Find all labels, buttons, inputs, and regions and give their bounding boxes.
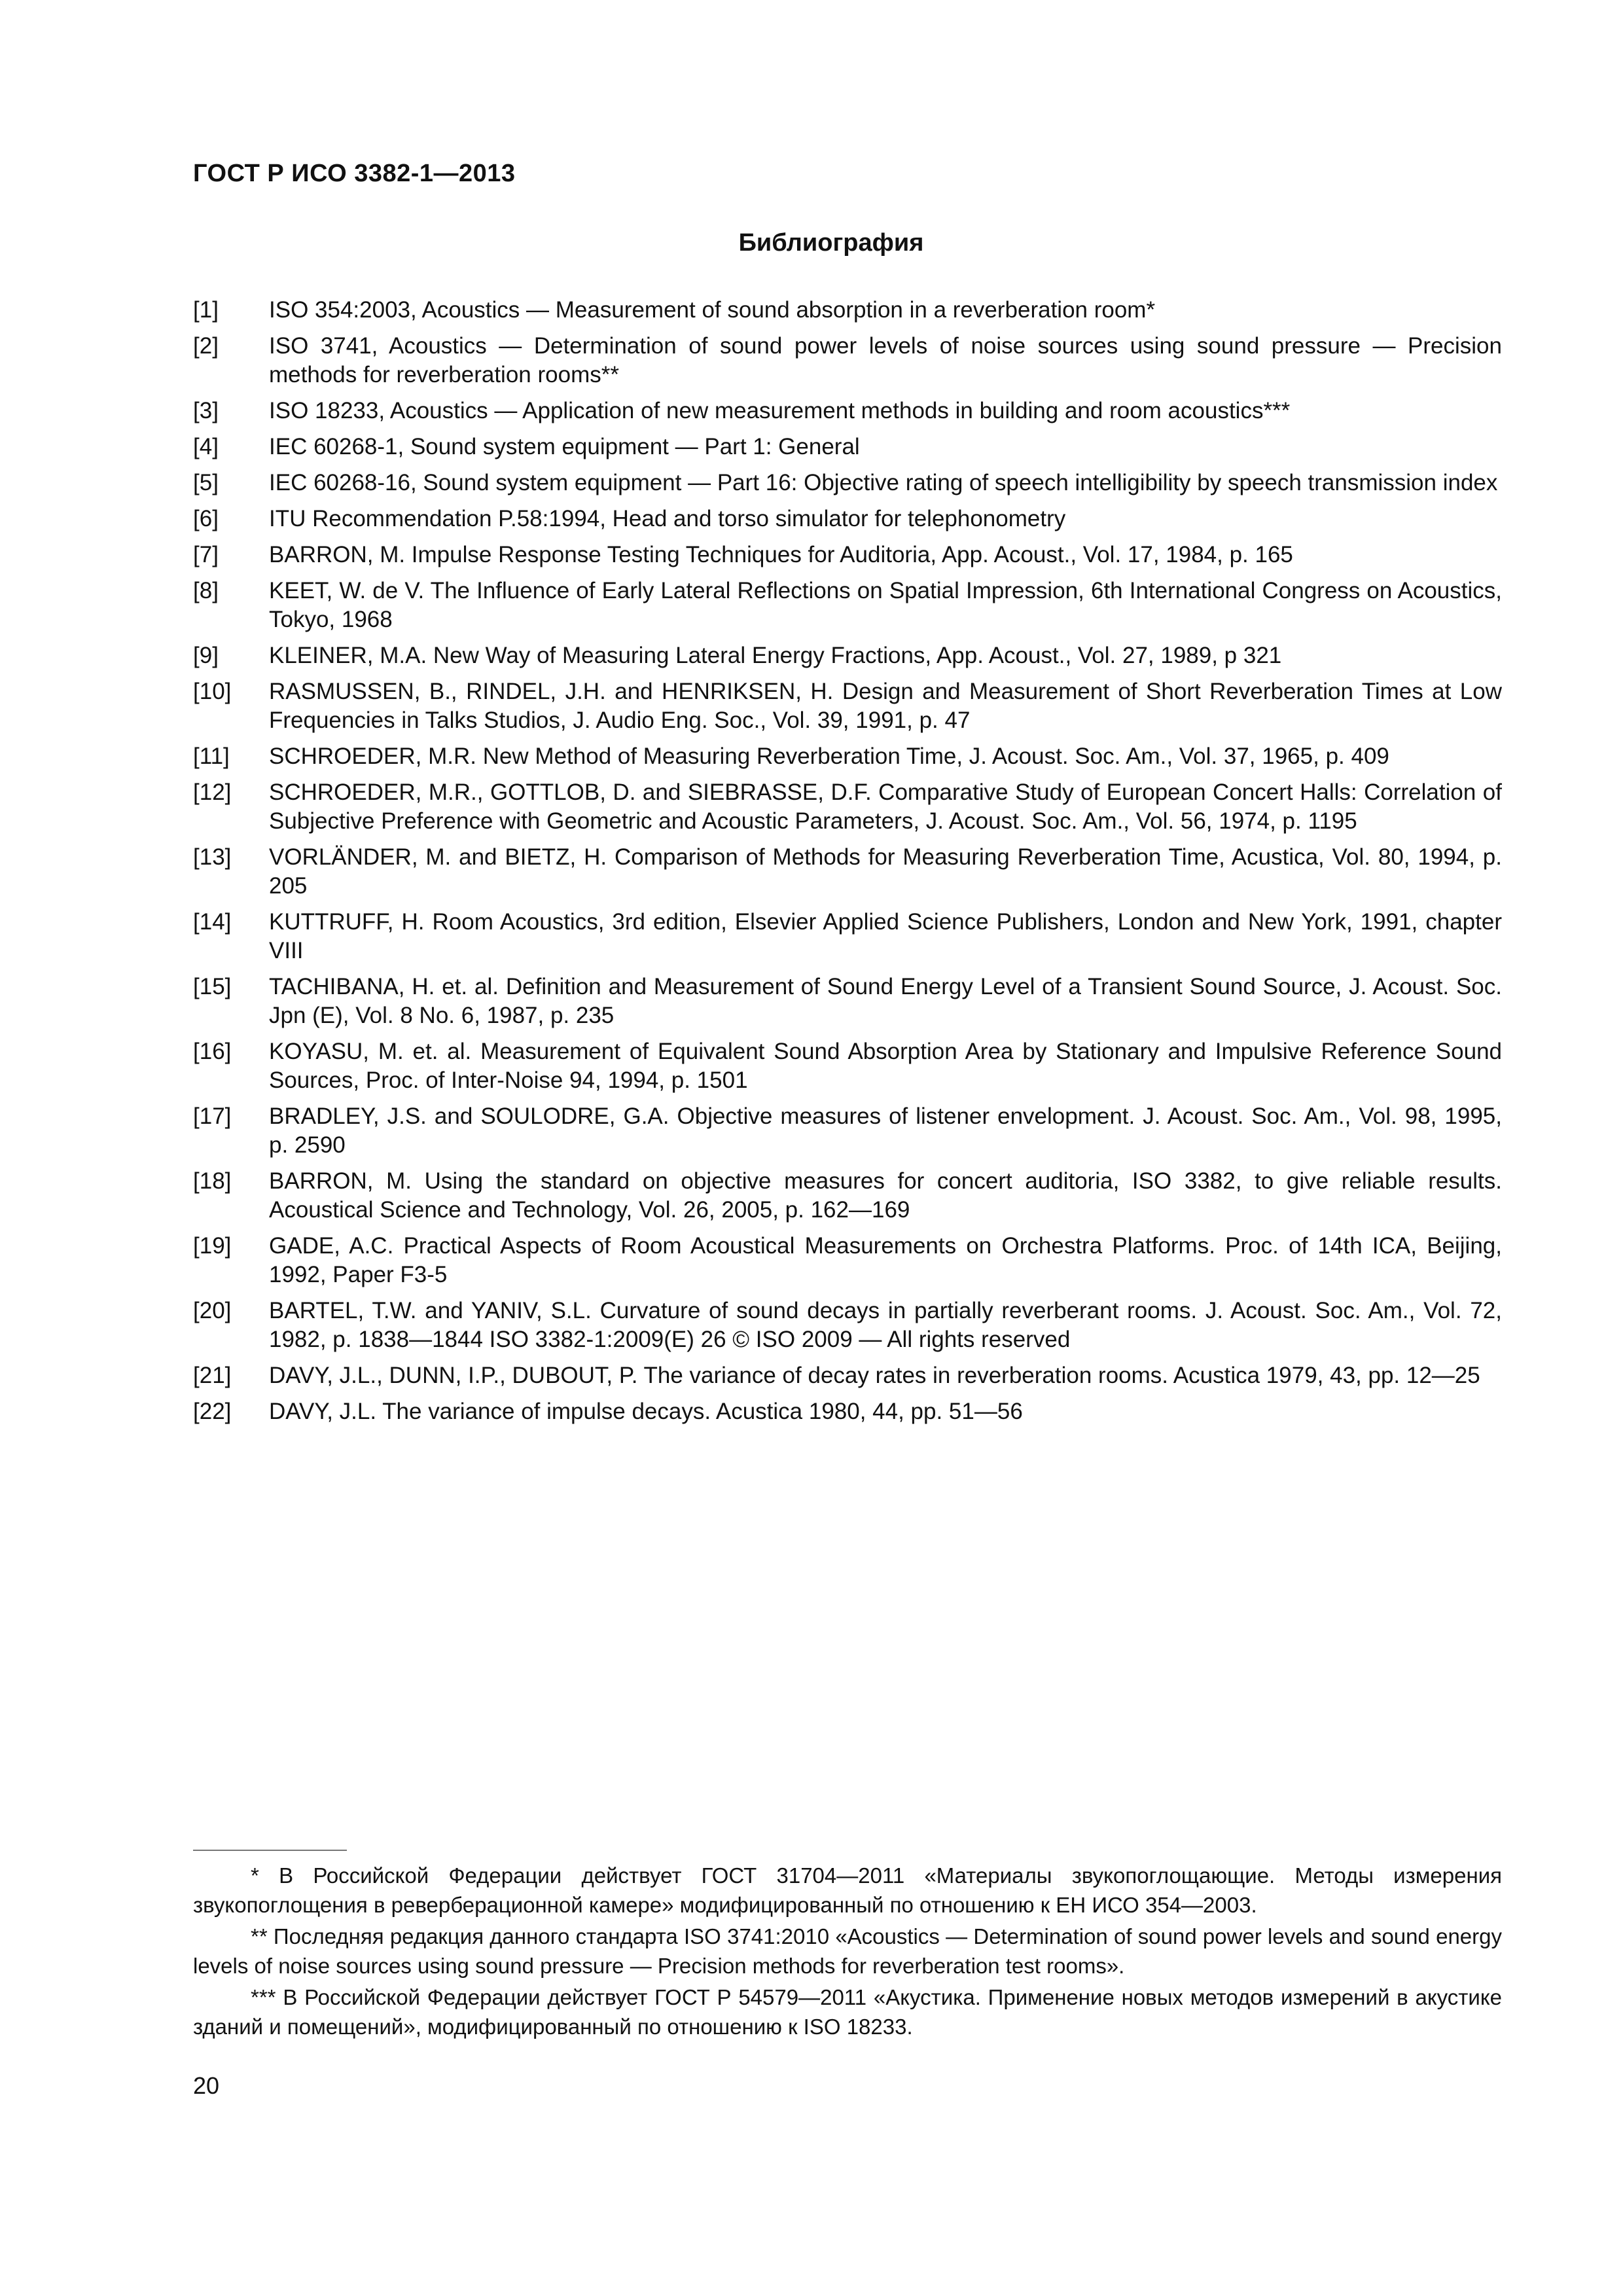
reference-text: ISO 18233, Acoustics — Application of new measurement methods in building and room acoustics*** xyxy=(269,398,1291,423)
reference-number: [13] xyxy=(193,844,232,870)
reference-text: GADE, A.C. Practical Aspects of Room Acoustical Measurements on Orchestra Platforms. Proc. of 14th ICA, Beijing, 1992, Paper F3-5 xyxy=(269,1233,1502,1287)
reference-number: [15] xyxy=(193,974,232,999)
reference-text: IEC 60268-1, Sound system equipment — Part 1: General xyxy=(269,434,860,459)
reference-text: TACHIBANA, H. et. al. Definition and Measurement of Sound Energy Level of a Transient Sound Source, J. Acoust. Soc. Jpn (E), Vol. 8 No. 6, 1987, p. 235 xyxy=(269,974,1502,1028)
reference-text: IEC 60268-16, Sound system equipment — Part 16: Objective rating of speech intelligibility by speech transmission index xyxy=(269,470,1498,495)
reference-text: RASMUSSEN, B., RINDEL, J.H. and HENRIKSEN, H. Design and Measurement of Short Reverberation Times at Low Frequencies in Talks Studios, J. Audio Eng. Soc., Vol. 39, 1991, p. 47 xyxy=(269,679,1502,733)
bibliography-item xyxy=(193,843,1502,901)
reference-text: DAVY, J.L., DUNN, I.P., DUBOUT, P. The variance of decay rates in reverberation rooms. Acustica 1979, 43, pp. 12—25 xyxy=(269,1363,1480,1388)
reference-text: BARRON, M. Impulse Response Testing Techniques for Auditoria, App. Acoust., Vol. 17, 1984, p. 165 xyxy=(269,542,1293,567)
reference-text: KEET, W. de V. The Influence of Early Lateral Reflections on Spatial Impression, 6th International Congress on Acoustics, Tokyo, 1968 xyxy=(269,578,1502,632)
reference-number: [5] xyxy=(193,470,219,495)
reference-text: KLEINER, M.A. New Way of Measuring Lateral Energy Fractions, App. Acoust., Vol. 27, 1989, p 321 xyxy=(269,643,1282,668)
reference-number: [20] xyxy=(193,1298,232,1323)
bibliography-item xyxy=(193,397,1502,425)
bibliography-item xyxy=(193,332,1502,389)
reference-text: SCHROEDER, M.R., GOTTLOB, D. and SIEBRASSE, D.F. Comparative Study of European Concert Halls: Correlation of Subjective Preference with Geometric and Acoustic Parameters, J. Acoust. Soc. Am., Vol. 56, 1974, p. 1195 xyxy=(269,780,1502,834)
bibliography-item xyxy=(193,505,1502,533)
footnotes xyxy=(193,1861,1502,2043)
bibliography-item xyxy=(193,1102,1502,1160)
bibliography-item xyxy=(193,1397,1502,1426)
bibliography-item xyxy=(193,1167,1502,1225)
footnote-divider xyxy=(193,1850,347,1851)
reference-number: [3] xyxy=(193,398,219,423)
reference-text: BARRON, M. Using the standard on objective measures for concert auditoria, ISO 3382, to give reliable results. Acoustical Science and Technology, Vol. 26, 2005, p. 162—169 xyxy=(269,1168,1502,1223)
bibliography-item xyxy=(193,778,1502,836)
bibliography-item xyxy=(193,433,1502,461)
bibliography-item xyxy=(193,677,1502,735)
reference-text: DAVY, J.L. The variance of impulse decays. Acustica 1980, 44, pp. 51—56 xyxy=(269,1399,1023,1424)
page-number: 20 xyxy=(193,2072,220,2099)
reference-number: [1] xyxy=(193,297,219,323)
reference-number: [6] xyxy=(193,506,219,531)
reference-text: ITU Recommendation P.58:1994, Head and torso simulator for telephonometry xyxy=(269,506,1066,531)
bibliography-item xyxy=(193,1361,1502,1390)
bibliography-item xyxy=(193,973,1502,1030)
bibliography-item xyxy=(193,296,1502,325)
bibliography-item xyxy=(193,641,1502,670)
reference-number: [18] xyxy=(193,1168,232,1194)
reference-number: [21] xyxy=(193,1363,232,1388)
reference-text: ISO 354:2003, Acoustics — Measurement of sound absorption in a reverberation room* xyxy=(269,297,1156,323)
bibliography-item xyxy=(193,742,1502,771)
bibliography-item xyxy=(193,469,1502,497)
reference-number: [16] xyxy=(193,1039,232,1064)
reference-number: [12] xyxy=(193,780,232,805)
reference-number: [2] xyxy=(193,333,219,359)
reference-text: KOYASU, M. et. al. Measurement of Equivalent Sound Absorption Area by Stationary and Impulsive Reference Sound Sources, Proc. of Inter-Noise 94, 1994, p. 1501 xyxy=(269,1039,1502,1093)
bibliography-item xyxy=(193,1037,1502,1095)
bibliography-item xyxy=(193,1297,1502,1354)
reference-number: [22] xyxy=(193,1399,232,1424)
reference-text: VORLÄNDER, M. and BIETZ, H. Comparison of Methods for Measuring Reverberation Time, Acustica, Vol. 80, 1994, p. 205 xyxy=(269,844,1502,899)
bibliography-item xyxy=(193,908,1502,965)
reference-number: [10] xyxy=(193,679,232,704)
footnote-3: *** В Российской Федерации действует ГОСТ Р 54579—2011 «Акустика. Применение новых методов измерений в акустике зданий и помещений», модифицированный по отношению к ISO 18233. xyxy=(193,1985,1502,2039)
reference-number: [8] xyxy=(193,578,219,603)
bibliography-item xyxy=(193,541,1502,569)
reference-text: ISO 3741, Acoustics — Determination of sound power levels of noise sources using sound pressure — Precision methods for reverberation rooms** xyxy=(269,333,1502,387)
footnote-2: ** Последняя редакция данного стандарта ISO 3741:2010 «Acoustics — Determination of sound power levels and sound energy levels of noise sources using sound pressure — Precision methods for reverberation test rooms». xyxy=(193,1924,1502,1978)
reference-number: [19] xyxy=(193,1233,232,1259)
document-code-header: ГОСТ Р ИСО 3382-1—2013 xyxy=(193,160,516,187)
reference-text: BARTEL, T.W. and YANIV, S.L. Curvature of sound decays in partially reverberant rooms. J. Acoust. Soc. Am., Vol. 72, 1982, p. 1838—1844 ISO 3382-1:2009(E) 26 © ISO 2009 — All rights reserved xyxy=(269,1298,1502,1352)
reference-number: [17] xyxy=(193,1103,232,1129)
reference-text: KUTTRUFF, H. Room Acoustics, 3rd edition, Elsevier Applied Science Publishers, London and New York, 1991, chapter VIII xyxy=(269,909,1502,963)
reference-text: BRADLEY, J.S. and SOULODRE, G.A. Objective measures of listener envelopment. J. Acoust. Soc. Am., Vol. 98, 1995, p. 2590 xyxy=(269,1103,1502,1158)
bibliography-item xyxy=(193,577,1502,634)
reference-number: [14] xyxy=(193,909,232,935)
reference-number: [7] xyxy=(193,542,219,567)
reference-number: [11] xyxy=(193,744,230,769)
footnote-1: * В Российской Федерации действует ГОСТ 31704—2011 «Материалы звукопоглощающие. Методы измерения звукопоглощения в реверберационной камере» модифицированный по отношению к ЕН ИСО 354—2003. xyxy=(193,1863,1502,1917)
bibliography-list xyxy=(193,296,1502,1433)
reference-text: SCHROEDER, M.R. New Method of Measuring Reverberation Time, J. Acoust. Soc. Am., Vol. 37, 1965, p. 409 xyxy=(269,744,1389,769)
reference-number: [4] xyxy=(193,434,219,459)
section-title: Библиография xyxy=(738,229,924,257)
reference-number: [9] xyxy=(193,643,219,668)
bibliography-item xyxy=(193,1232,1502,1289)
